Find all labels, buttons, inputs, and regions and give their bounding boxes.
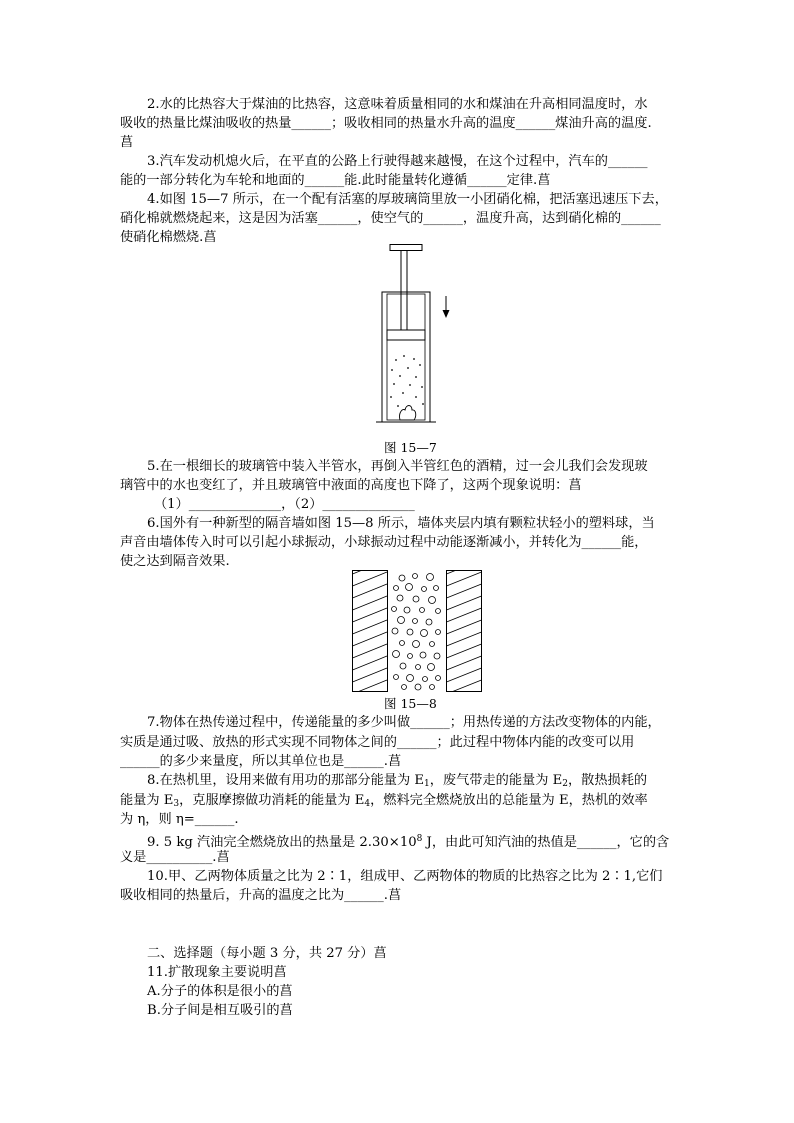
q8-text: ，废气带走的能量为 E <box>429 773 563 788</box>
q8-line2 <box>120 792 648 813</box>
figure-15-7-piston-tube <box>370 244 460 436</box>
figure-15-8-caption: 图 15—8 <box>384 696 437 711</box>
q4-line2: 硝化棉就燃烧起来，这是因为活塞______，使空气的______，温度升高，达到硝化棉的______ <box>120 211 661 226</box>
q2-line2: 吸收的热量比煤油吸收的热量______；吸收相同的热量水升高的温度______煤油升高的温度. <box>120 116 652 131</box>
q8-text: ，克服摩擦做功消耗的能量为 E <box>179 793 365 808</box>
q11-option-b: B.分子间是相互吸引的菖 <box>147 1003 293 1018</box>
subscript: 1 <box>423 779 430 789</box>
q4-line3: 使硝化棉燃烧.菖 <box>120 230 217 245</box>
q5-line2: 璃管中的水也变红了，并且玻璃管中液面的高度也下降了，这两个现象说明：菖 <box>120 478 582 493</box>
q7-line3: ______的多少来量度，所以其单位也是______.菖 <box>120 754 402 769</box>
subscript: 2 <box>562 779 568 789</box>
q5-line3: （1）______________，（2）______________ <box>154 497 415 512</box>
q8-text: ，燃料完全燃烧放出的总能量为 E，热机的效率 <box>370 793 648 808</box>
q9-line2: 义是__________.菖 <box>120 850 230 865</box>
subscript: 4 <box>364 799 371 809</box>
figure-15-7-caption: 图 15—7 <box>384 440 437 455</box>
q7-line2: 实质是通过吸、放热的形式实现不同物体之间的______；此过程中物体内能的改变可以用 <box>120 735 635 750</box>
q11-stem: 11.扩散现象主要说明菖 <box>147 965 287 980</box>
subscript: 3 <box>173 799 180 809</box>
q8-text: ，散热损耗的 <box>567 773 648 788</box>
q6-line1: 6.国外有一种新型的隔音墙如图 15—8 所示，墙体夹层内填有颗粒状轻小的塑料球，当 <box>147 516 655 531</box>
q3-line2: 能的一部分转化为车轮和地面的______能.此时能量转化遵循______定律.菖 <box>120 173 551 188</box>
q2-line1: 2.水的比热容大于煤油的比热容，这意味着质量相同的水和煤油在升高相同温度时，水 <box>147 97 648 112</box>
q6-line3: 使之达到隔音效果. <box>120 554 230 569</box>
superscript: 8 <box>416 834 423 844</box>
q2-line3: 菖 <box>120 135 134 150</box>
q3-line1: 3.汽车发动机熄火后，在平直的公路上行驶得越来越慢，在这个过程中，汽车的______ <box>147 154 648 169</box>
section2-heading: 二、选择题（每小题 3 分，共 27 分）菖 <box>147 946 387 961</box>
q9-text: J，由此可知汽油的热值是______，它的含 <box>422 835 670 850</box>
q5-line1: 5.在一根细长的玻璃管中装入半管水，再倒入半管红色的酒精，过一会儿我们会发现玻 <box>147 459 648 474</box>
figure-15-8-insulation-wall <box>352 570 482 692</box>
q10-line1: 10.甲、乙两物体质量之比为 2∶1，组成甲、乙两物体的物质的比热容之比为 2∶1,它们 <box>147 869 663 884</box>
q9-text: 9. 5 kg 汽油完全燃烧放出的热量是 2.30×10 <box>147 835 417 850</box>
q10-line2: 吸收相同的热量后，升高的温度之比为______.菖 <box>120 888 402 903</box>
q7-line1: 7.物体在热传递过程中，传递能量的多少叫做______；用热传递的方法改变物体的内能， <box>147 715 661 730</box>
q8-line1 <box>147 772 647 793</box>
q6-line2: 声音由墙体传入时可以引起小球振动，小球振动过程中动能逐渐减小，并转化为______能， <box>120 535 648 550</box>
q8-line3: 为 η，则 η=______. <box>120 812 239 827</box>
q8-text: 能量为 E <box>120 793 174 808</box>
q4-line1: 4.如图 15—7 所示，在一个配有活塞的厚玻璃筒里放一小团硝化棉，把活塞迅速压下去， <box>147 192 668 207</box>
q11-option-a: A.分子的体积是很小的菖 <box>147 984 293 999</box>
q8-text: 8.在热机里，设用来做有用功的那部分能量为 E <box>147 773 424 788</box>
